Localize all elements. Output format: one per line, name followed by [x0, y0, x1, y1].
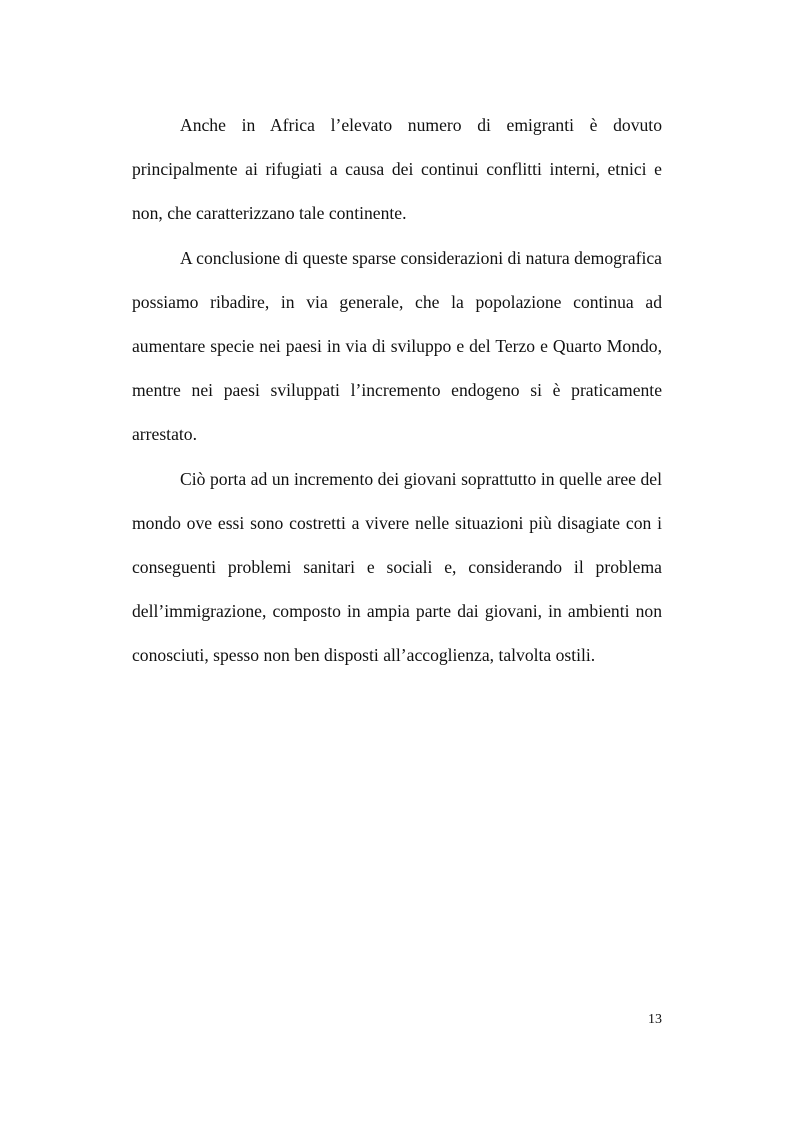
paragraph-africa-emigration: Anche in Africa l’elevato numero di emigranti è dovuto principalmente ai rifugiati a causa dei continui conflitti interni, etnici e non, che caratterizzano tale continente. — [132, 115, 662, 224]
paragraph-demographic-conclusion: A conclusione di queste sparse considerazioni di natura demografica possiamo ribadire, in via generale, che la popolazione continua ad aumentare specie nei paesi in via di sviluppo e del Terzo e Quarto Mondo, mentre nei paesi sviluppati l’incremento endogeno si è praticamente arrestato. — [132, 247, 662, 445]
page-number: 13 — [648, 1012, 662, 1027]
paragraph-youth-increase: Ciò porta ad un incremento dei giovani soprattutto in quelle aree del mondo ove essi sono costretti a vivere nelle situazioni più disagiate con i conseguenti problemi sanitari e sociali e, considerando il problema dell’immigrazione, composto in ampia parte dai giovani, in ambienti non conosciuti, spesso non ben disposti all’accoglienza, talvolta ostili. — [132, 468, 662, 666]
document-body — [132, 103, 662, 678]
